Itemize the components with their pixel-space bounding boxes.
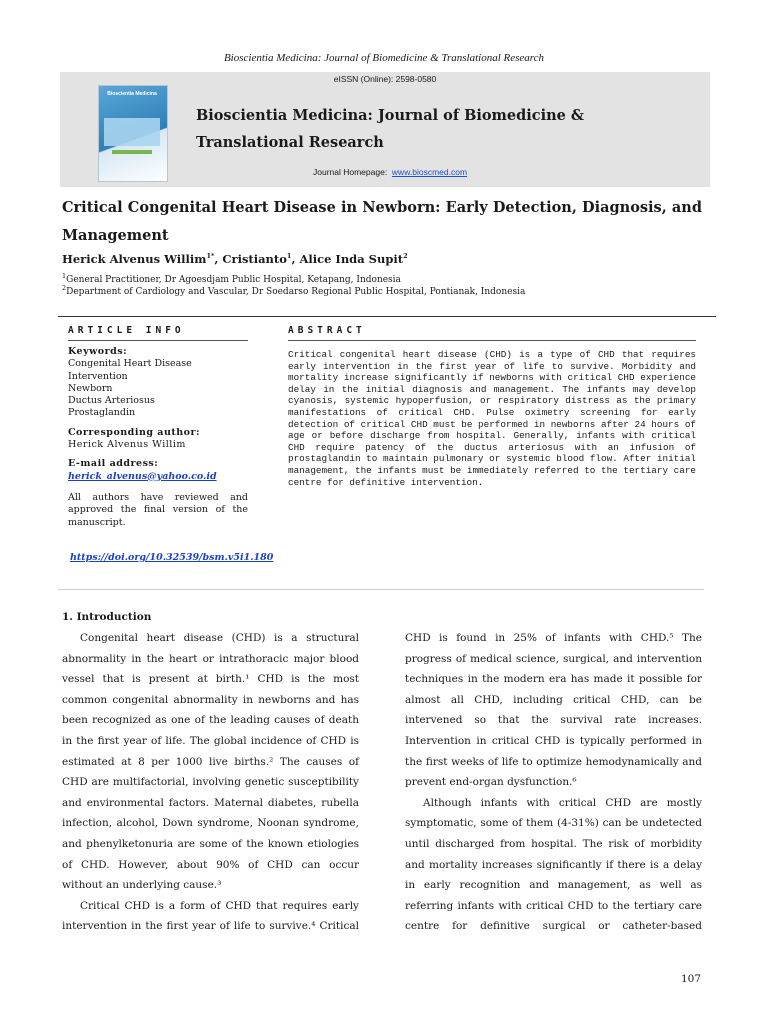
body-divider xyxy=(58,589,704,590)
author-sup: 1* xyxy=(206,252,215,261)
page-number: 107 xyxy=(681,973,702,985)
cover-title: Bioscientia Medicina xyxy=(107,91,157,97)
body-column-right xyxy=(405,628,702,937)
body-line: common congenital abnormality in newborns and has xyxy=(62,693,359,706)
running-head: Bioscientia Medicina: Journal of Biomedicine & Translational Research xyxy=(223,52,545,64)
corresponding-author-label: Corresponding author: xyxy=(68,426,201,438)
author-sep: , xyxy=(291,252,300,266)
author-list xyxy=(62,252,408,266)
body-line: of CHD. However, about 90% of CHD can occur xyxy=(62,858,359,871)
affiliation xyxy=(62,272,401,285)
body-line: intervened so that the survival rate increases. xyxy=(405,714,702,727)
body-line: CHD are multifactorial, involving genetic susceptibility xyxy=(62,776,359,789)
author-name: Cristianto xyxy=(222,252,287,266)
body-line: Intervention in critical CHD is typically performed in xyxy=(405,734,702,747)
issn-label: eISSN (Online): 2598-0580 xyxy=(333,74,437,84)
cover-graphic xyxy=(104,118,160,146)
body-line: almost all CHD, including critical CHD, can be xyxy=(405,693,702,706)
keyword: Congenital Heart Disease xyxy=(68,358,192,370)
author-name: Herick Alvenus Willim xyxy=(62,252,207,266)
body-line: abnormality in the heart or intrathoracic major blood xyxy=(62,652,359,665)
body-line: Although infants with critical CHD are mostly xyxy=(423,796,702,809)
email-label: E-mail address: xyxy=(68,458,159,470)
email-link[interactable]: herick_alvenus@yahoo.co.id xyxy=(68,470,217,482)
author-sup: 2 xyxy=(403,252,408,261)
article-info-rule xyxy=(68,340,248,341)
affiliation-sup: 2 xyxy=(62,284,67,292)
body-line: Critical CHD is a form of CHD that requires early xyxy=(80,899,359,912)
corresponding-author-name: Herick Alvenus Willim xyxy=(68,439,186,451)
body-line: centre for definitive surgical or catheter-based xyxy=(405,920,702,933)
keywords-label: Keywords: xyxy=(68,346,128,357)
body-line: progress of medical science, surgical, and intervention xyxy=(405,652,702,665)
body-line: Congenital heart disease (CHD) is a structural xyxy=(80,632,359,644)
body-line: been recognized as one of the leading causes of death xyxy=(62,714,359,727)
keyword: Ductus Arteriosus xyxy=(68,395,155,407)
affiliation-text: General Practitioner, Dr Agoesdjam Public Hospital, Ketapang, Indonesia xyxy=(66,275,401,285)
journal-homepage xyxy=(313,167,467,177)
cover-graphic-bar xyxy=(112,150,152,154)
affiliation xyxy=(62,284,526,297)
body-line: in the first year of life. The global incidence of CHD is xyxy=(62,734,359,747)
body-line: CHD is found in 25% of infants with CHD.⁵ The xyxy=(405,632,702,644)
approval-text-line: manuscript. xyxy=(68,516,126,528)
body-line: the first weeks of life to optimize hemodynamically and xyxy=(405,755,702,768)
author-sep: , xyxy=(214,252,223,266)
article-title xyxy=(62,194,702,250)
journal-name-line: Bioscientia Medicina: Journal of Biomedicine & xyxy=(196,107,585,124)
article-info-panel xyxy=(68,346,248,529)
keyword: Prostaglandin xyxy=(68,407,136,419)
journal-name-line: Translational Research xyxy=(196,134,384,151)
article-title-line: Management xyxy=(62,227,169,244)
approval-text-line: approved the final version of the xyxy=(68,504,248,516)
article-info-heading: ARTICLE INFO xyxy=(68,325,185,336)
section-heading: 1. Introduction xyxy=(62,611,152,623)
body-line: techniques in the modern era has made it possible for xyxy=(405,673,702,686)
body-line: symptomatic, some of them (4-31%) can be undetected xyxy=(405,817,702,830)
article-title-line: Critical Congenital Heart Disease in Newborn: Early Detection, Diagnosis, and xyxy=(62,199,702,216)
affiliation-text: Department of Cardiology and Vascular, Dr Soedarso Regional Public Hospital, Pontianak, Indonesia xyxy=(66,287,526,297)
abstract-heading: ABSTRACT xyxy=(288,325,366,336)
author-name: Alice Inda Supit xyxy=(299,252,404,266)
keyword: Newborn xyxy=(68,382,113,394)
author-sup: 1 xyxy=(286,252,292,261)
body-line: without an underlying cause.³ xyxy=(62,879,222,892)
body-column-left xyxy=(62,628,359,937)
approval-text-line: All authors have reviewed and xyxy=(68,491,248,503)
abstract-text: Critical congenital heart disease (CHD) is a type of CHD that requires early intervention in the first year of life to survive. Morbidity and mortality increase significantly if newborns with critical CHD experience delay in the initial diagnosis and management. The infants may develop cyanosis, systemic hypoperfusion, or respiratory distress as the primary manifestations of critical CHD. Pulse oximetry screening for early detection of critical CHD must be performed in newborns after 24 hours of age or before discharge from hospital. Generally, infants with critical CHD require patency of the ductus arteriosus with an infusion of prostaglandin to maintain pulmonary or systemic blood flow. After initial management, the infants must be immediately referred to the tertiary care centre for definitive intervention. xyxy=(288,349,696,488)
section-divider xyxy=(58,316,716,317)
body-line: referring infants with critical CHD to the tertiary care xyxy=(405,899,702,912)
homepage-link[interactable]: www.bioscmed.com xyxy=(391,167,468,177)
affiliation-sup: 1 xyxy=(62,272,67,280)
body-line: prevent end-organ dysfunction.⁶ xyxy=(405,776,577,789)
body-line: and environmental factors. Maternal diabetes, rubella xyxy=(62,796,359,809)
homepage-label: Journal Homepage: xyxy=(313,167,388,177)
body-line: and mortality increases significantly if there is a delay xyxy=(405,858,702,871)
body-line: infection, alcohol, Down syndrome, Noonan syndrome, xyxy=(62,817,359,830)
body-line: estimated at 8 per 1000 live births.² The causes of xyxy=(62,755,359,768)
journal-name xyxy=(196,102,616,156)
body-line: and phenylketonuria are some of the known etiologies xyxy=(62,837,359,850)
body-line: until discharged from hospital. The risk of morbidity xyxy=(405,837,702,850)
body-line: vessel that is present at birth.¹ CHD is the most xyxy=(62,673,359,686)
abstract-rule xyxy=(288,340,696,341)
body-line: intervention in the first year of life to survive.⁴ Critical xyxy=(62,920,359,933)
doi-link[interactable]: https://doi.org/10.32539/bsm.v5i1.180 xyxy=(70,552,274,563)
body-line: in early recognition and management, as well as xyxy=(405,879,702,892)
keyword: Intervention xyxy=(68,370,128,382)
